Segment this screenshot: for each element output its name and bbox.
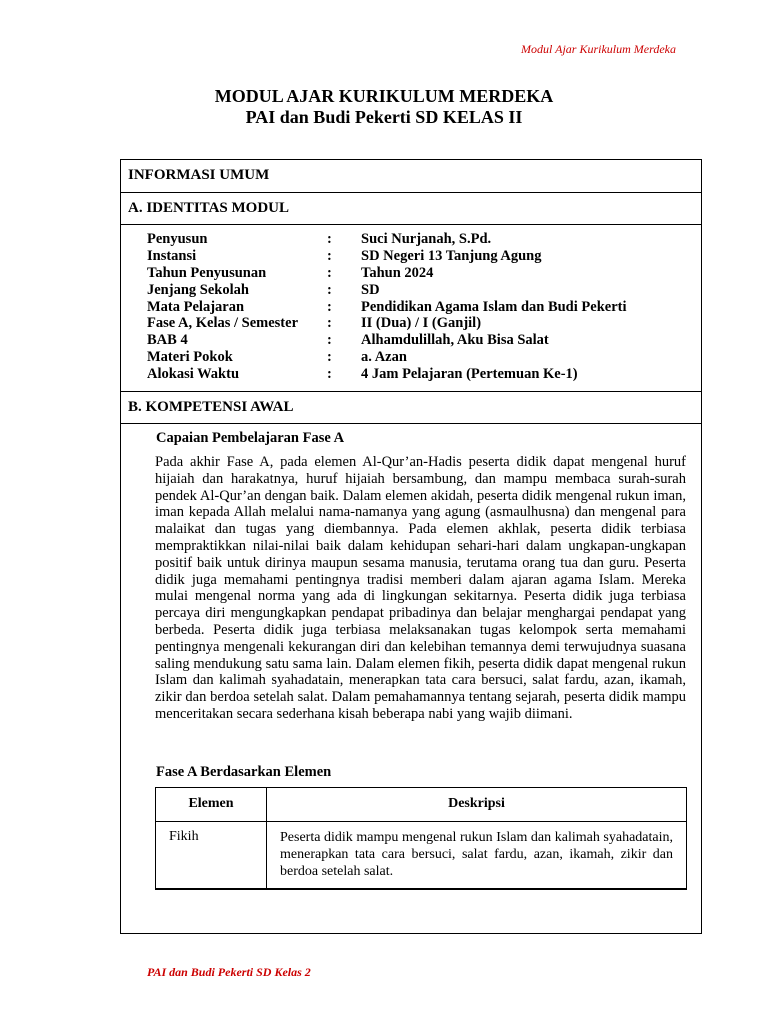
- identitas-label: BAB 4: [147, 332, 188, 349]
- elemen-table-header: [156, 788, 686, 822]
- title-line-1: MODUL AJAR KURIKULUM MERDEKA: [214, 86, 554, 106]
- identitas-row: [147, 332, 626, 349]
- fase-heading: Fase A Berdasarkan Elemen: [156, 764, 332, 780]
- running-header: Modul Ajar Kurikulum Merdeka: [521, 42, 676, 56]
- identitas-value: Tahun 2024: [361, 264, 434, 281]
- identitas-row: [147, 265, 626, 282]
- identitas-separator: :: [327, 298, 332, 315]
- identitas-value: SD: [361, 281, 380, 298]
- identitas-value: 4 Jam Pelajaran (Pertemuan Ke-1): [361, 366, 578, 383]
- title-line-2: PAI dan Budi Pekerti SD KELAS II: [245, 107, 523, 127]
- identitas-value: II (Dua) / I (Ganjil): [361, 315, 482, 332]
- identitas-row: [147, 282, 626, 299]
- identitas-row: [147, 349, 626, 366]
- identitas-value: Alhamdulillah, Aku Bisa Salat: [361, 332, 549, 349]
- identitas-label: Tahun Penyusunan: [147, 264, 267, 281]
- elemen-table: [155, 787, 687, 890]
- table-row: [156, 822, 686, 888]
- module-frame: [120, 159, 702, 934]
- identitas-label: Mata Pelajaran: [147, 298, 245, 315]
- identitas-label: Materi Pokok: [147, 349, 233, 366]
- identitas-label: Fase A, Kelas / Semester: [147, 315, 299, 332]
- identitas-separator: :: [327, 247, 332, 264]
- identitas-row: [147, 248, 626, 265]
- identitas-row: [147, 299, 626, 316]
- identitas-value: a. Azan: [361, 349, 407, 366]
- identitas-row: [147, 231, 626, 248]
- header-elemen: Elemen: [156, 788, 267, 821]
- identitas-row: [147, 315, 626, 332]
- identitas-separator: :: [327, 332, 332, 349]
- identitas-label: Penyusun: [147, 231, 208, 247]
- identitas-table: [147, 231, 626, 383]
- section-kompetensi-awal: B. KOMPETENSI AWAL: [121, 391, 701, 424]
- identitas-value: Pendidikan Agama Islam dan Budi Pekerti: [361, 298, 627, 315]
- section-identitas-modul: A. IDENTITAS MODUL: [121, 193, 701, 225]
- cell-deskripsi: Peserta didik mampu mengenal rukun Islam dan kalimah syahadatain, menerapkan tata cara bersuci, salat fardu, azan, ikamah, zikir dan berdoa setelah salat.: [280, 830, 673, 879]
- identitas-label: Alokasi Waktu: [147, 366, 240, 383]
- identitas-value: Suci Nurjanah, S.Pd.: [361, 231, 492, 247]
- identitas-row: [147, 366, 626, 383]
- identitas-separator: :: [327, 366, 332, 383]
- running-footer: PAI dan Budi Pekerti SD Kelas 2: [147, 965, 311, 979]
- capaian-paragraph: Pada akhir Fase A, pada elemen Al-Qur’an-Hadis peserta didik dapat mengenal huruf hijaiah dan harakatnya, huruf hijaiah bersambung, dan mampu membaca surah-surah pendek Al-Qur’an dengan baik. Dalam elemen akidah, peserta didik mengenal rukun iman, iman kepada Allah melalui nama-namanya yang agung (asmaulhusna) dan mengenal para malaikat dan tugas yang diembannya. Pada elemen akhlak, peserta didik terbiasa mempraktikkan nilai-nilai baik dalam kehidupan sehari-hari dalam ungkapan-ungkapan positif baik untuk dirinya maupun sesama manusia, terutama orang tua dan guru. Peserta didik juga memahami pentingnya tradisi memberi dalam ajaran agama Islam. Mereka mulai mengenal norma yang ada di lingkungan sekitarnya. Peserta didik juga terbiasa percaya diri mengungkapkan pendapat pribadinya dan belajar menghargai pendapat yang berbeda. Peserta didik juga terbiasa melaksanakan tugas kelompok serta memahami pentingnya mengenali kekurangan diri dan kelebihan temannya demi terwujudnya suasana saling mendukung satu sama lain. Dalam elemen fikih, peserta didik dapat mengenal rukun Islam dan kalimah syahadatain, menerapkan tata cara bersuci, salat fardu, azan, ikamah, zikir dan berdoa setelah salat. Dalam pemahamannya tentang sejarah, peserta didik mampu menceritakan secara sederhana kisah beberapa nabi yang wajib diimani.: [155, 454, 686, 722]
- header-deskripsi: Deskripsi: [448, 796, 505, 811]
- identitas-separator: :: [327, 231, 332, 247]
- identitas-separator: :: [327, 315, 332, 332]
- identitas-separator: :: [327, 349, 332, 366]
- identitas-separator: :: [327, 281, 332, 298]
- identitas-separator: :: [327, 264, 332, 281]
- cell-elemen: Fikih: [156, 822, 267, 888]
- identitas-label: Jenjang Sekolah: [147, 281, 249, 298]
- capaian-heading: Capaian Pembelajaran Fase A: [156, 430, 345, 446]
- document-title: [0, 86, 768, 128]
- section-informasi-umum: INFORMASI UMUM: [121, 160, 701, 193]
- identitas-value: SD Negeri 13 Tanjung Agung: [361, 247, 542, 264]
- identitas-label: Instansi: [147, 247, 197, 264]
